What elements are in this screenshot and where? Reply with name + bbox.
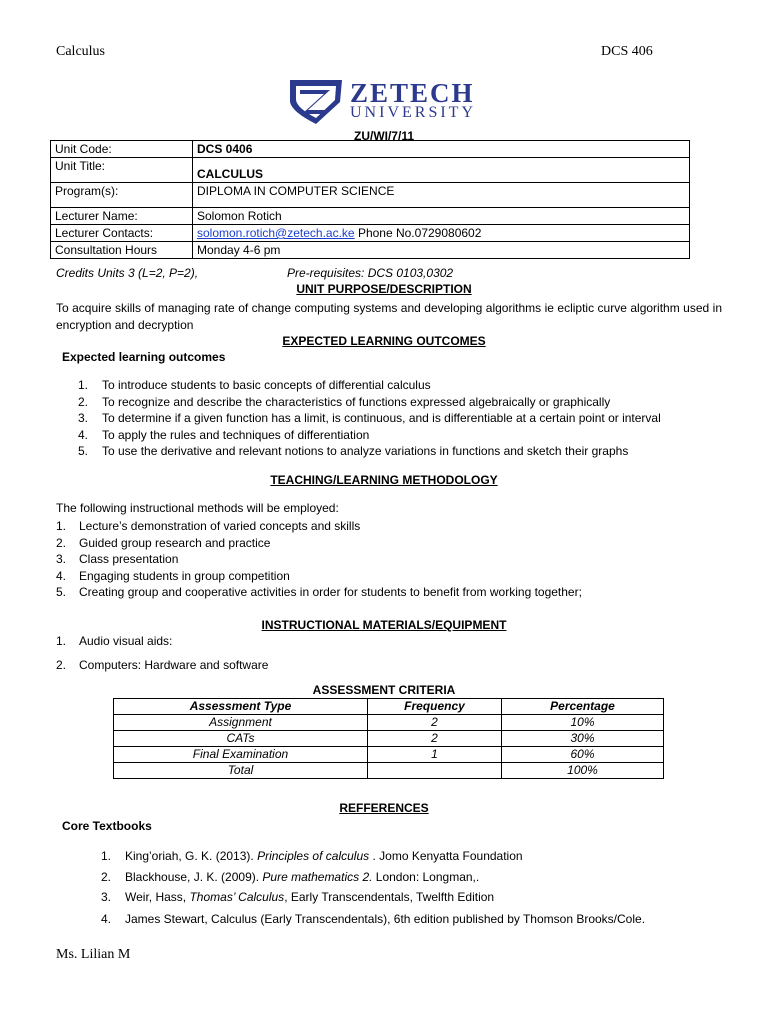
table-row [51, 158, 690, 183]
table-header-row [114, 699, 664, 715]
unit-code-label: Unit Code: [51, 141, 193, 158]
list-item: 4. James Stewart, Calculus (Early Transcendentals), 6th edition published by Thomson Brooks/Cole. [101, 912, 646, 926]
list-item: 5. Creating group and cooperative activities in order for students to benefit from working together; [56, 585, 582, 599]
list-item: 1. Lecture’s demonstration of varied concepts and skills [56, 519, 361, 533]
list-item: 1. Audio visual aids: [56, 634, 173, 648]
logo-text-zetech: ZETECH [350, 78, 475, 108]
column-header: Percentage [502, 699, 664, 715]
outcomes-list [78, 377, 661, 460]
table-cell: 1 [368, 747, 502, 763]
references-list [101, 849, 645, 926]
prerequisites: Pre-requisites: DCS 0103,0302 [287, 266, 454, 280]
unit-title-label: Unit Title: [51, 158, 193, 183]
logo-text-university: UNIVERSITY [350, 104, 476, 121]
table-cell: 2 [368, 715, 502, 731]
outcomes-heading: EXPECTED LEARNING OUTCOMES [282, 334, 486, 348]
list-item: 4. To apply the rules and techniques of differentiation [78, 427, 370, 442]
programs-label: Program(s): [51, 183, 193, 208]
lecturer-contacts-value [193, 225, 690, 242]
table-cell: 10% [502, 715, 664, 731]
column-header: Frequency [368, 699, 502, 715]
table-row [51, 225, 690, 242]
consultation-hours-label: Consultation Hours [51, 242, 193, 259]
list-item: 2. Blackhouse, J. K. (2009). Pure mathematics 2. London: Longman,. [101, 870, 480, 884]
table-row [51, 183, 690, 208]
list-item: 3. Class presentation [56, 552, 179, 566]
lecturer-contacts-label: Lecturer Contacts: [51, 225, 193, 242]
purpose-text: To acquire skills of managing rate of change computing systems and developing algorithms ie ecliptic curve algorithm used in encryption and decryption [56, 301, 722, 332]
table-row [51, 242, 690, 259]
list-item: 4. Engaging students in group competition [56, 568, 290, 583]
table-row [114, 747, 664, 763]
consultation-hours-value: Monday 4-6 pm [193, 242, 690, 259]
list-item: 2. To recognize and describe the characteristics of functions expressed algebraically or graphically [78, 394, 611, 409]
unit-title-value: CALCULUS [193, 158, 690, 183]
methodology-heading: TEACHING/LEARNING METHODOLOGY [270, 473, 498, 487]
list-item: 3. Weir, Hass, Thomas’ Calculus, Early Transcendentals, Twelfth Edition [101, 890, 495, 904]
table-row [51, 208, 690, 225]
lecturer-name-label: Lecturer Name: [51, 208, 193, 225]
lecturer-name-value: Solomon Rotich [193, 208, 690, 225]
outcomes-label: Expected learning outcomes [62, 350, 226, 364]
table-row [114, 715, 664, 731]
programs-value: DIPLOMA IN COMPUTER SCIENCE [193, 183, 690, 208]
list-item: 2. Computers: Hardware and software [56, 658, 269, 672]
header-right: DCS 406 [601, 44, 653, 59]
table-cell: 2 [368, 731, 502, 747]
table-cell: 100% [502, 763, 664, 779]
unit-info-table [50, 140, 690, 259]
list-item: 2. Guided group research and practice [56, 535, 271, 550]
table-cell: CATs [114, 731, 368, 747]
table-cell: Final Examination [114, 747, 368, 763]
methodology-list [56, 518, 582, 601]
list-item: 1. To introduce students to basic concepts of differential calculus [78, 378, 431, 392]
assessment-table [113, 698, 664, 779]
methodology-intro: The following instructional methods will be employed: [56, 501, 339, 515]
lecturer-phone: Phone No.0729080602 [357, 226, 482, 240]
footer-author: Ms. Lilian M [56, 947, 131, 962]
table-cell: 30% [502, 731, 664, 747]
table-row [51, 141, 690, 158]
university-logo [286, 76, 496, 126]
references-label: Core Textbooks [62, 819, 152, 833]
references-heading: REFFERENCES [339, 801, 429, 815]
table-cell [368, 763, 502, 779]
table-cell: 60% [502, 747, 664, 763]
credit-units: Credits Units 3 (L=2, P=2), [56, 266, 199, 280]
table-row [114, 763, 664, 779]
shield-logo-icon [286, 76, 346, 124]
list-item: 3. To determine if a given function has a limit, is continuous, and is differentiable at a certain point or interval [78, 411, 661, 425]
list-item: 1. King’oriah, G. K. (2013). Principles of calculus . Jomo Kenyatta Foundation [101, 849, 523, 863]
list-item: 5. To use the derivative and relevant notions to analyze variations in functions and sketch their graphs [78, 444, 629, 458]
materials-heading: INSTRUCTIONAL MATERIALS/EQUIPMENT [261, 618, 507, 632]
unit-code-value: DCS 0406 [193, 141, 690, 158]
column-header: Assessment Type [114, 699, 368, 715]
lecturer-email-link[interactable]: solomon.rotich@zetech.ac.ke [197, 226, 355, 240]
table-row [114, 731, 664, 747]
assessment-heading: ASSESSMENT CRITERIA [312, 683, 456, 697]
purpose-heading: UNIT PURPOSE/DESCRIPTION [296, 282, 472, 296]
table-cell: Total [114, 763, 368, 779]
header-left: Calculus [56, 44, 105, 59]
document-code: ZU/WI/7/11 [353, 129, 415, 143]
table-cell: Assignment [114, 715, 368, 731]
